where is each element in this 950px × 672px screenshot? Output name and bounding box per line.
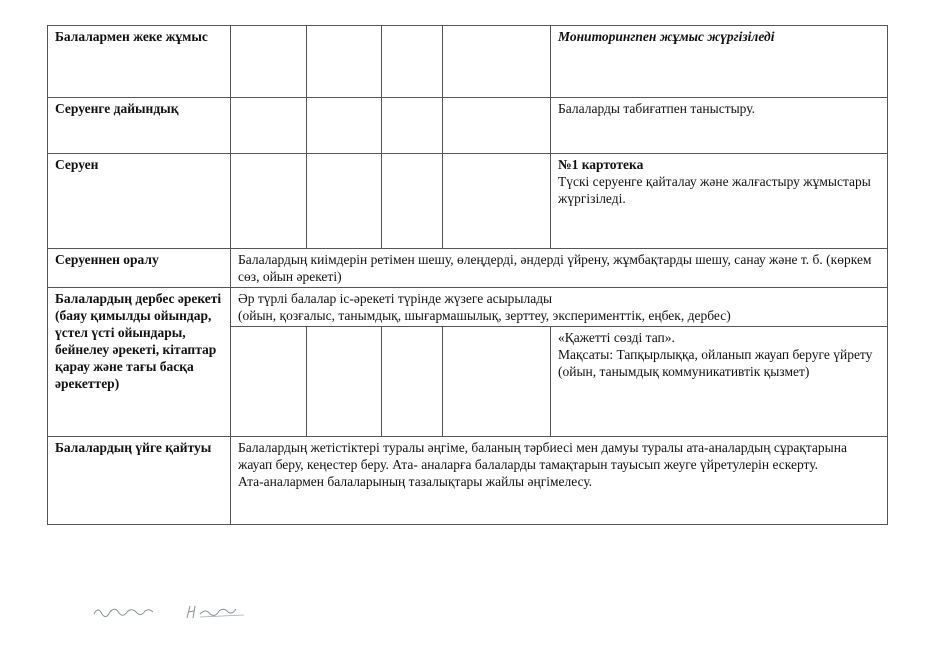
card-heading: №1 картотека bbox=[558, 157, 644, 172]
empty-cell bbox=[307, 327, 382, 437]
game-type: (ойын, танымдық коммуникативтік қызмет) bbox=[558, 364, 810, 379]
row-content: Мониторингпен жұмыс жүргізіледі bbox=[551, 26, 888, 98]
empty-cell bbox=[231, 327, 307, 437]
table-row bbox=[48, 154, 888, 249]
empty-cell bbox=[382, 26, 443, 98]
empty-cell bbox=[443, 154, 551, 249]
row-label: Серуеннен оралу bbox=[48, 249, 231, 288]
game-title: «Қажетті сөзді тап». bbox=[558, 330, 675, 345]
table-row bbox=[48, 98, 888, 154]
row-content: Балалардың киімдерін ретімен шешу, өлеңдерді, әндерді үйрену, жұмбақтарды шешу, санау және т. б. (көркем сөз, ойын әрекеті) bbox=[231, 249, 888, 288]
parents-text-2: Ата-аналармен балаларының тазалықтары жайлы әңгімелесу. bbox=[238, 474, 593, 489]
row-content bbox=[551, 327, 888, 437]
empty-cell bbox=[382, 154, 443, 249]
row-label: Балалардың үйге қайтуы bbox=[48, 437, 231, 525]
card-text: Түскі серуенге қайталау және жалғастыру жұмыстары жүргізіледі. bbox=[558, 174, 871, 206]
empty-cell bbox=[443, 98, 551, 154]
empty-cell bbox=[307, 98, 382, 154]
activity-text: Әр түрлі балалар іс-әрекеті түрінде жүзеге асырылады bbox=[238, 291, 553, 306]
empty-cell bbox=[443, 26, 551, 98]
activity-types: (ойын, қозғалыс, танымдық, шығармашылық, зерттеу, эксперименттік, еңбек, дербес) bbox=[238, 308, 731, 323]
empty-cell bbox=[307, 154, 382, 249]
row-label: Балалардың дербес әрекеті (баяу қимылды ойындар, үстел үсті ойындары, бейнелеу әрекеті, кітаптар қарау және тағы басқа әрекеттер) bbox=[48, 288, 231, 437]
empty-cell bbox=[231, 26, 307, 98]
row-content: Балаларды табиғатпен таныстыру. bbox=[551, 98, 888, 154]
handwritten-signature bbox=[92, 600, 252, 622]
empty-cell bbox=[443, 327, 551, 437]
empty-cell bbox=[382, 98, 443, 154]
empty-cell bbox=[231, 98, 307, 154]
empty-cell bbox=[307, 26, 382, 98]
table-row bbox=[48, 437, 888, 525]
table-row bbox=[48, 26, 888, 98]
row-content bbox=[551, 154, 888, 249]
row-label: Балалармен жеке жұмыс bbox=[48, 26, 231, 98]
daily-plan-table bbox=[47, 25, 888, 525]
row-label: Серуен bbox=[48, 154, 231, 249]
empty-cell bbox=[382, 327, 443, 437]
row-label: Серуенге дайындық bbox=[48, 98, 231, 154]
table-row bbox=[48, 288, 888, 327]
row-content bbox=[231, 437, 888, 525]
game-goal: Мақсаты: Тапқырлыққа, ойланып жауап беруге үйрету bbox=[558, 347, 873, 362]
empty-cell bbox=[231, 154, 307, 249]
table-row bbox=[48, 249, 888, 288]
row-content bbox=[231, 288, 888, 327]
parents-text: Балалардың жетістіктері туралы әңгіме, баланың тәрбиесі мен дамуы туралы ата-аналардың сұрақтарына жауап беру, кеңестер беру. Ата- аналарға балаларды тамақтарын тауысып жеуге үйретулерін ескерту. bbox=[238, 440, 847, 472]
